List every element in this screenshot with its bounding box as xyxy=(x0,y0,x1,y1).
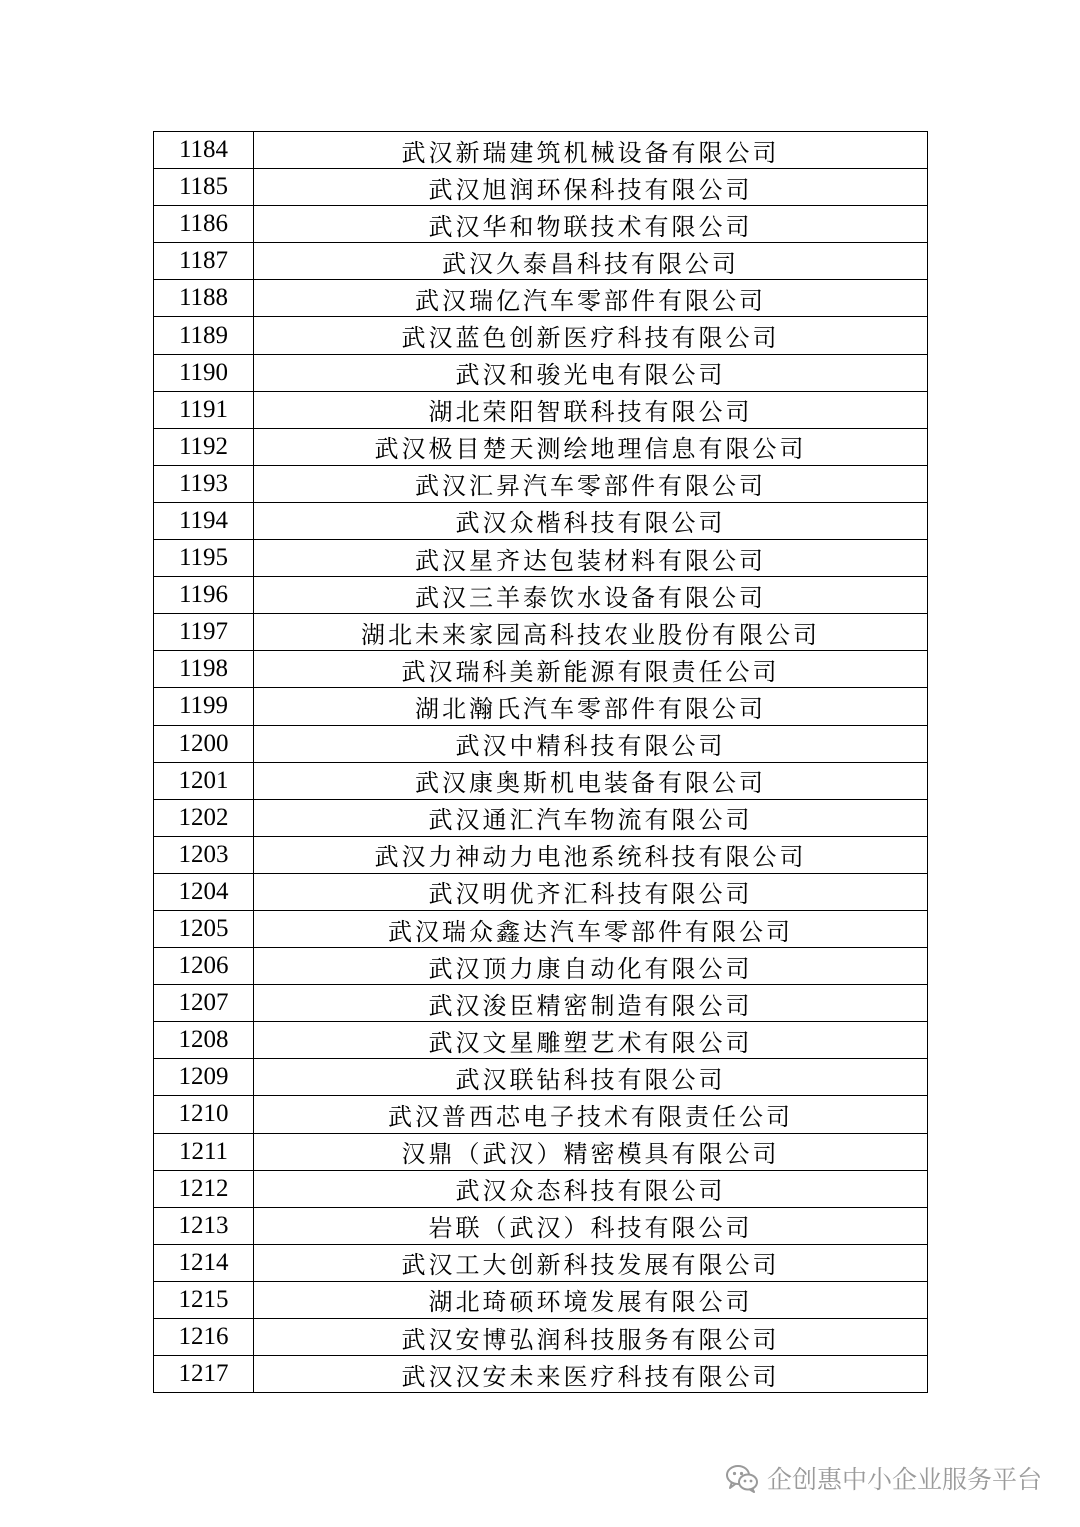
table-row xyxy=(154,1133,928,1170)
company-name: 汉鼎（武汉）精密模具有限公司 xyxy=(254,1133,928,1170)
table-row xyxy=(154,985,928,1022)
watermark-text: 企创惠中小企业服务平台 xyxy=(766,1465,1042,1494)
row-number: 1217 xyxy=(154,1356,254,1393)
company-name: 武汉中精科技有限公司 xyxy=(254,725,928,762)
company-name: 武汉康奥斯机电装备有限公司 xyxy=(254,762,928,799)
company-name: 武汉联钻科技有限公司 xyxy=(254,1059,928,1096)
company-name: 武汉顶力康自动化有限公司 xyxy=(254,948,928,985)
table-row xyxy=(154,836,928,873)
company-list-table xyxy=(153,131,928,1393)
table-row xyxy=(154,280,928,317)
row-number: 1213 xyxy=(154,1207,254,1244)
company-name: 武汉瑞众鑫达汽车零部件有限公司 xyxy=(254,910,928,947)
table-row xyxy=(154,391,928,428)
table-row xyxy=(154,206,928,243)
company-name: 武汉文星雕塑艺术有限公司 xyxy=(254,1022,928,1059)
company-name: 武汉通汇汽车物流有限公司 xyxy=(254,799,928,836)
company-name: 湖北瀚氏汽车零部件有限公司 xyxy=(254,688,928,725)
row-number: 1184 xyxy=(154,132,254,169)
company-name: 武汉众态科技有限公司 xyxy=(254,1170,928,1207)
row-number: 1195 xyxy=(154,540,254,577)
row-number: 1212 xyxy=(154,1170,254,1207)
company-name: 武汉汇昇汽车零部件有限公司 xyxy=(254,465,928,502)
company-name: 武汉瑞亿汽车零部件有限公司 xyxy=(254,280,928,317)
table-row xyxy=(154,465,928,502)
row-number: 1201 xyxy=(154,762,254,799)
row-number: 1200 xyxy=(154,725,254,762)
table-row xyxy=(154,799,928,836)
company-name: 武汉和骏光电有限公司 xyxy=(254,354,928,391)
source-watermark xyxy=(725,1458,1042,1498)
table-row xyxy=(154,577,928,614)
company-name: 武汉瑞科美新能源有限责任公司 xyxy=(254,651,928,688)
company-name: 武汉汉安未来医疗科技有限公司 xyxy=(254,1356,928,1393)
row-number: 1210 xyxy=(154,1096,254,1133)
company-name: 武汉华和物联技术有限公司 xyxy=(254,206,928,243)
company-name: 武汉工大创新科技发展有限公司 xyxy=(254,1244,928,1281)
row-number: 1188 xyxy=(154,280,254,317)
table-row xyxy=(154,1319,928,1356)
table-row xyxy=(154,651,928,688)
row-number: 1215 xyxy=(154,1281,254,1318)
table-row xyxy=(154,948,928,985)
row-number: 1192 xyxy=(154,428,254,465)
company-name: 武汉安博弘润科技服务有限公司 xyxy=(254,1319,928,1356)
company-name: 武汉三羊泰饮水设备有限公司 xyxy=(254,577,928,614)
company-name: 武汉明优齐汇科技有限公司 xyxy=(254,873,928,910)
company-name: 武汉星齐达包装材料有限公司 xyxy=(254,540,928,577)
row-number: 1194 xyxy=(154,502,254,539)
row-number: 1211 xyxy=(154,1133,254,1170)
table-row xyxy=(154,1207,928,1244)
table-row xyxy=(154,1022,928,1059)
row-number: 1209 xyxy=(154,1059,254,1096)
company-name: 湖北荣阳智联科技有限公司 xyxy=(254,391,928,428)
row-number: 1205 xyxy=(154,910,254,947)
company-name: 武汉久泰昌科技有限公司 xyxy=(254,243,928,280)
table-row xyxy=(154,540,928,577)
row-number: 1199 xyxy=(154,688,254,725)
row-number: 1198 xyxy=(154,651,254,688)
table-row xyxy=(154,688,928,725)
row-number: 1191 xyxy=(154,391,254,428)
row-number: 1206 xyxy=(154,948,254,985)
company-name: 武汉力神动力电池系统科技有限公司 xyxy=(254,836,928,873)
row-number: 1203 xyxy=(154,836,254,873)
row-number: 1189 xyxy=(154,317,254,354)
row-number: 1187 xyxy=(154,243,254,280)
table-row xyxy=(154,243,928,280)
company-name: 武汉浚臣精密制造有限公司 xyxy=(254,985,928,1022)
table-row xyxy=(154,354,928,391)
row-number: 1185 xyxy=(154,169,254,206)
table-row xyxy=(154,1281,928,1318)
table-row xyxy=(154,317,928,354)
table-row xyxy=(154,169,928,206)
table-row xyxy=(154,910,928,947)
company-name: 武汉众楷科技有限公司 xyxy=(254,502,928,539)
row-number: 1190 xyxy=(154,354,254,391)
company-name: 武汉蓝色创新医疗科技有限公司 xyxy=(254,317,928,354)
table-row xyxy=(154,762,928,799)
company-name: 武汉极目楚天测绘地理信息有限公司 xyxy=(254,428,928,465)
company-name: 湖北琦硕环境发展有限公司 xyxy=(254,1281,928,1318)
row-number: 1207 xyxy=(154,985,254,1022)
wechat-icon xyxy=(725,1463,759,1493)
table-row xyxy=(154,502,928,539)
table-row xyxy=(154,1059,928,1096)
table-row xyxy=(154,428,928,465)
company-name: 岩联（武汉）科技有限公司 xyxy=(254,1207,928,1244)
table-row xyxy=(154,1356,928,1393)
table-row xyxy=(154,132,928,169)
row-number: 1197 xyxy=(154,614,254,651)
table-row xyxy=(154,873,928,910)
row-number: 1208 xyxy=(154,1022,254,1059)
table-row xyxy=(154,1244,928,1281)
row-number: 1196 xyxy=(154,577,254,614)
table-row xyxy=(154,1096,928,1133)
company-name: 湖北未来家园高科技农业股份有限公司 xyxy=(254,614,928,651)
row-number: 1204 xyxy=(154,873,254,910)
company-name: 武汉普西芯电子技术有限责任公司 xyxy=(254,1096,928,1133)
table-row xyxy=(154,614,928,651)
row-number: 1193 xyxy=(154,465,254,502)
row-number: 1186 xyxy=(154,206,254,243)
company-name: 武汉旭润环保科技有限公司 xyxy=(254,169,928,206)
row-number: 1214 xyxy=(154,1244,254,1281)
row-number: 1202 xyxy=(154,799,254,836)
table-row xyxy=(154,1170,928,1207)
company-list-body xyxy=(154,132,928,1393)
table-row xyxy=(154,725,928,762)
row-number: 1216 xyxy=(154,1319,254,1356)
company-name: 武汉新瑞建筑机械设备有限公司 xyxy=(254,132,928,169)
